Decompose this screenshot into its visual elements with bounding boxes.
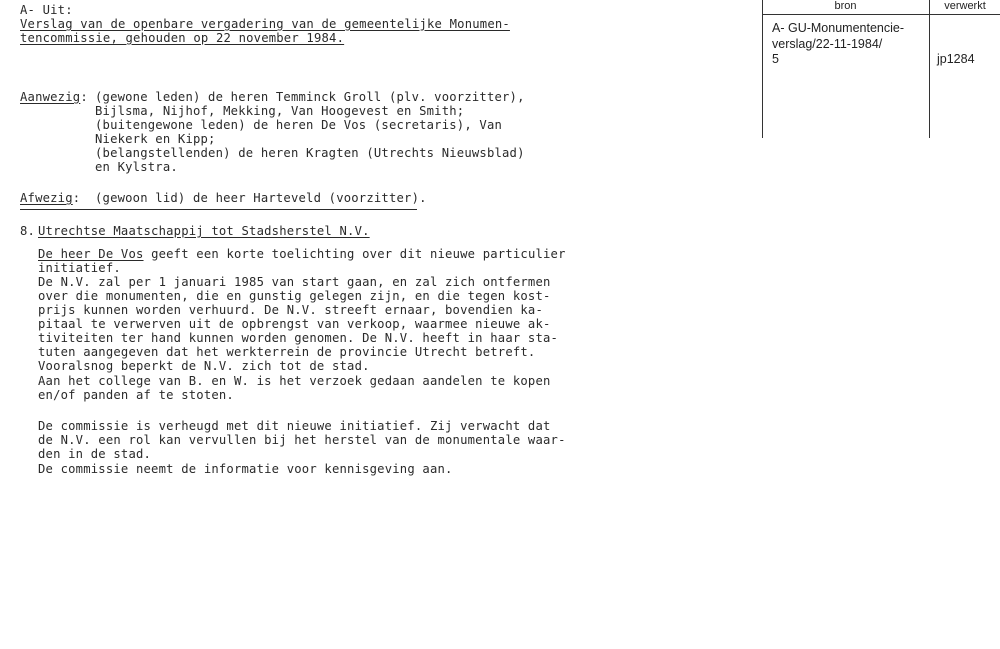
paragraph-1-line-11: en/of panden af te stoten. bbox=[38, 388, 234, 402]
absent-text: (gewoon lid) de heer Harteveld (voorzitter). bbox=[95, 191, 427, 205]
register-table bbox=[762, 0, 1000, 138]
paragraph-1-line-3: De N.V. zal per 1 januari 1985 van start gaan, en zal zich ontfermen bbox=[38, 275, 551, 289]
speaker-name: De heer De Vos bbox=[38, 247, 144, 261]
paragraph-2-line-1: De commissie is verheugd met dit nieuwe initiatief. Zij verwacht dat bbox=[38, 419, 551, 433]
paragraph-2-line-2: de N.V. een rol kan vervullen bij het herstel van de monumentale waar- bbox=[38, 433, 566, 447]
paragraph-1-line-6: pitaal te verwerven uit de opbrengst van verkoop, waarmee nieuwe ak- bbox=[38, 317, 551, 331]
table-column-divider bbox=[929, 0, 930, 138]
present-line-1: (gewone leden) de heren Temminck Groll (plv. voorzitter), bbox=[95, 90, 525, 104]
document-title-line-2: tencommissie, gehouden op 22 november 1984. bbox=[20, 31, 345, 45]
document-title-line-1: Verslag van de openbare vergadering van de gemeentelijke Monumen- bbox=[20, 17, 510, 31]
present-line-6: en Kylstra. bbox=[95, 160, 178, 174]
section-divider bbox=[20, 209, 417, 210]
present-label: Aanwezig bbox=[20, 90, 81, 104]
column-header-verwerkt: verwerkt bbox=[944, 0, 986, 12]
table-header-rule bbox=[762, 14, 1000, 15]
paragraph-2-line-4: De commissie neemt de informatie voor kennisgeving aan. bbox=[38, 462, 453, 476]
present-line-5: (belangstellenden) de heren Kragten (Utrechts Nieuwsblad) bbox=[95, 146, 525, 160]
item-title: Utrechtse Maatschappij tot Stadsherstel N.V. bbox=[38, 224, 370, 238]
absent-label: Afwezig bbox=[20, 191, 73, 205]
item-number: 8. bbox=[20, 224, 36, 238]
bron-value-line-3: 5 bbox=[772, 52, 779, 66]
present-colon: : bbox=[80, 90, 88, 104]
paragraph-2-line-3: den in de stad. bbox=[38, 447, 152, 461]
paragraph-1-line-5: prijs kunnen worden verhuurd. De N.V. streeft ernaar, bovendien ka- bbox=[38, 303, 544, 317]
verwerkt-value: jp1284 bbox=[937, 52, 975, 66]
table-border-left bbox=[762, 0, 763, 138]
source-line: A- Uit: bbox=[20, 3, 73, 17]
present-line-4: Niekerk en Kipp; bbox=[95, 132, 216, 146]
bron-value-line-2: verslag/22-11-1984/ bbox=[772, 37, 883, 51]
paragraph-1-line-2: initiatief. bbox=[38, 261, 121, 275]
paragraph-1-line-4: over die monumenten, die en gunstig gelegen zijn, en die tegen kost- bbox=[38, 289, 551, 303]
bron-value-line-1: A- GU-Monumentencie- bbox=[772, 21, 904, 35]
paragraph-1-line-10: Aan het college van B. en W. is het verzoek gedaan aandelen te kopen bbox=[38, 374, 551, 388]
paragraph-1-line-7: tiviteiten ter hand kunnen worden genomen. De N.V. heeft in haar sta- bbox=[38, 331, 559, 345]
present-label-row bbox=[20, 90, 88, 105]
absent-colon: : bbox=[72, 191, 81, 205]
present-line-3: (buitengewone leden) de heren De Vos (secretaris), Van bbox=[95, 118, 503, 132]
paragraph-1-line-9: Vooralsnog beperkt de N.V. zich tot de stad. bbox=[38, 359, 370, 373]
paragraph-1-line-1-text: geeft een korte toelichting over dit nieuwe particulier bbox=[143, 247, 566, 261]
absent-label-row bbox=[20, 191, 80, 206]
present-line-2: Bijlsma, Nijhof, Mekking, Van Hoogevest en Smith; bbox=[95, 104, 465, 118]
paragraph-1-line-1 bbox=[38, 247, 566, 262]
paragraph-1-line-8: tuten aangegeven dat het werkterrein de provincie Utrecht betreft. bbox=[38, 345, 536, 359]
column-header-bron: bron bbox=[834, 0, 857, 12]
